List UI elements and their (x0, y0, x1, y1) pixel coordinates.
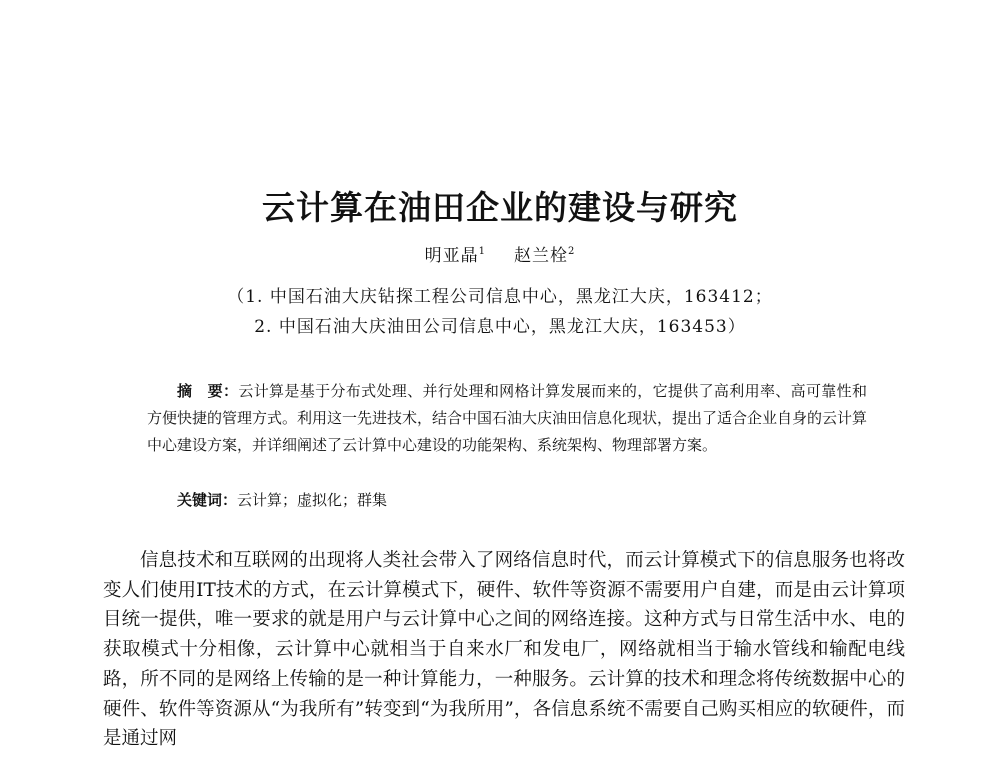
affiliation-line: 2. 中国石油大庆油田公司信息中心，黑龙江大庆，163453） (254, 317, 746, 337)
author-name: 明亚晶 (424, 246, 479, 266)
author-name: 赵兰栓 (514, 246, 568, 266)
keywords-text: 云计算；虚拟化；群集 (237, 491, 388, 509)
keywords (177, 487, 387, 513)
author-affiliation-mark: 1 (478, 246, 486, 257)
author-line (0, 244, 1000, 268)
abstract-label: 摘 要： (177, 382, 239, 400)
body-paragraph: 信息技术和互联网的出现将人类社会带入了网络信息时代，而云计算模式下的信息服务也将改变人们使用IT技术的方式，在云计算模式下，硬件、软件等资源不需要用户自建，而是由云计算项目统一提供，唯一要求的就是用户与云计算中心之间的网络连接。这种方式与日常生活中水、电的获取模式十分相像，云计算中心就相当于自来水厂和发电厂，网络就相当于输水管线和输配电线路，所不同的是网络上传输的是一种计算能力，一种服务。云计算的技术和理念将传统数据中心的硬件、软件等资源从“为我所有”转变到“为我所用”，各信息系统不需要自己购买相应的软硬件，而是通过网 (103, 550, 905, 750)
author-affiliation-mark: 2 (568, 246, 576, 257)
keywords-label: 关键词： (177, 491, 238, 509)
abstract (147, 378, 867, 459)
paper-title: 云计算在油田企业的建设与研究 (262, 188, 738, 227)
affiliation-line: （1. 中国石油大庆钻探工程公司信息中心，黑龙江大庆，163412； (227, 287, 773, 307)
abstract-text: 云计算是基于分布式处理、并行处理和网格计算发展而来的，它提供了高利用率、高可靠性和方便快捷的管理方式。利用这一先进技术，结合中国石油大庆油田信息化现状，提出了适合企业自身的云计算中心建设方案，并详细阐述了云计算中心建设的功能架构、系统架构、物理部署方案。 (147, 382, 868, 454)
